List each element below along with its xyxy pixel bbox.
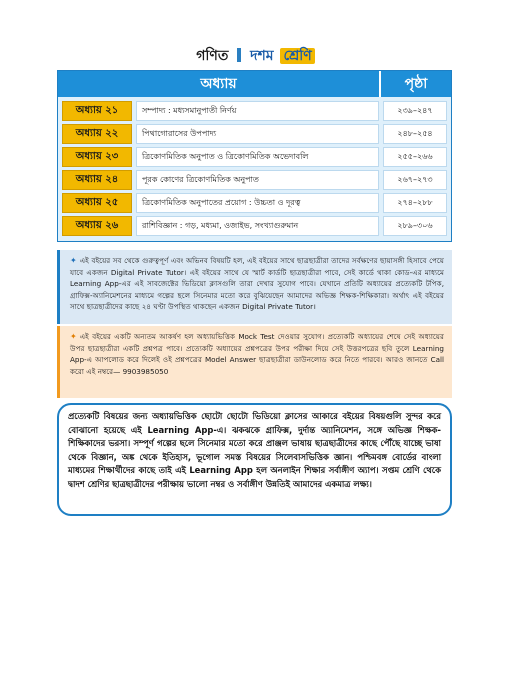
toc-body [58, 97, 451, 241]
toc-page-heading: পৃষ্ঠা [379, 71, 451, 97]
toc-row[interactable] [62, 170, 447, 190]
star-icon: ✦ [70, 332, 77, 341]
toc-row[interactable] [62, 101, 447, 121]
chapter-title: ত্রিকোণমিতিক অনুপাত ও ত্রিকোণমিতিক অভেদাবলি [136, 147, 379, 167]
chapter-number: অধ্যায় ২৬ [62, 216, 132, 236]
toc-row[interactable] [62, 124, 447, 144]
chapter-number: অধ্যায় ২৫ [62, 193, 132, 213]
chapter-title: সম্পাদ্য : মধ্যসমানুপাতী নির্ণয় [136, 101, 379, 121]
chapter-pages: ২৪৮–২৫৪ [383, 124, 447, 144]
chapter-title: ত্রিকোণমিতিক অনুপাতের প্রয়োগ : উচ্চতা ও দূরত্ব [136, 193, 379, 213]
subject-title: গণিত [196, 48, 229, 64]
mock-test-info [57, 326, 452, 398]
digital-tutor-info [57, 250, 452, 324]
learning-app-info [57, 403, 452, 516]
chapter-title: রাশিবিজ্ঞান : গড়, মধ্যমা, ওজাইভ, সংখ্যাগুরুমান [136, 216, 379, 236]
header-divider [237, 48, 241, 62]
learning-app-text: প্রত্যেকটি বিষয়ের জন্য অধ্যায়ভিত্তিক ছোটো ছোটো ভিডিয়ো ক্লাসের আকারে বইয়ের বিষয়গুলি সুন্দর করে বোঝানো হয়েছে এই Learning App-এ। ঝকঝকে গ্রাফিক্স, দুর্দান্ত অ্যানিমেশন, সঙ্গে অভিজ্ঞ শিক্ষক-শিক্ষিকাদের ভরসা। সম্পূর্ণ গল্পের ছলে সিনেমার মতো করে প্রাঞ্জল ভাষায় ছাত্রছাত্রীদের কাছে পৌঁছে যাচ্ছে ভাষা থেকে বিজ্ঞান, অঙ্ক থেকে ইতিহাস, ভূগোল সমস্ত বিষয়ের সিলেবাসভিত্তিক জ্ঞান। পশ্চিমবঙ্গ বোর্ডের বাংলা মাধ্যমের শিক্ষার্থীদের কাছে তাই এই Learning App হল অনলাইন শিক্ষার সর্বাঙ্গীণ অ্যাপ। সপ্তম শ্রেণি থেকে দ্বাদশ শ্রেণির ছাত্রছাত্রীদের পরীক্ষায় ভালো নম্বর ও সর্বাঙ্গীণ উন্নতিই আমাদের একমাত্র লক্ষ্য। [68, 411, 441, 489]
chapter-title: পিথাগোরাসের উপপাদ্য [136, 124, 379, 144]
toc-row[interactable] [62, 216, 447, 236]
chapter-pages: ২৭৪–২৮৮ [383, 193, 447, 213]
toc-row[interactable] [62, 147, 447, 167]
chapter-pages: ২৫৫–২৬৬ [383, 147, 447, 167]
class-word: দশম [250, 48, 274, 64]
toc-row[interactable] [62, 193, 447, 213]
chapter-pages: ২৩৯–২৪৭ [383, 101, 447, 121]
chapter-number: অধ্যায় ২১ [62, 101, 132, 121]
table-of-contents [57, 70, 452, 242]
class-badge: শ্রেণি [280, 48, 314, 64]
digital-tutor-text: এই বইয়ের সব থেকে গুরুত্বপূর্ণ এবং অভিনব বিষয়টি হল, এই বইয়ের সাথে ছাত্রছাত্রীরা তাদের সর্বক্ষণের ছায়াসঙ্গী হিসাবে পেয়ে যাবে একজন Digital Private Tutor। এই বইয়ের সাথে যে স্মার্ট কার্ডটি ছাত্রছাত্রীরা পাবে, সেই কার্ডে থাকা কোড-এর মাধ্যমে Learning App-এর এই সাবজেক্টের ভিডিয়ো ক্লাসগুলি তারা দেখার সুযোগ পাবে। যেখানে প্রতিটি অধ্যায়ের প্রত্যেকটি টপিক, গ্রাফিক্স-অ্যানিমেশনের মাধ্যমে গল্পের ছলে সিনেমার মতো করে বুঝিয়েছেন আমাদের অভিজ্ঞ শিক্ষক-শিক্ষিকারা। অর্থাৎ এই বইয়ের সাথে ছাত্রছাত্রীদের কাছে ২৪ ঘণ্টা উপস্থিত থাকছেন একজন Digital Private Tutor। [70, 256, 444, 311]
mock-test-text: এই বইয়ের একটি অন্যতম আকর্ষণ হল অধ্যায়ভিত্তিক Mock Test দেওয়ার সুযোগ। প্রত্যেকটি অধ্যায়ের শেষে সেই অধ্যায়ের উপর ছাত্রছাত্রীরা একটি প্রশ্নপত্র পাবে। প্রত্যেকটি অধ্যায়ের প্রশ্নপত্রের উপর পরীক্ষা দিয়ে সেই উত্তরপত্রের ছবি তুলে Learning App-এ আপলোড করে দিলেই ওই প্রশ্নপত্রের Model Answer ছাত্রছাত্রীরা ডাউনলোড করে নিতে পারবে। আরও জানতে Call করো এই নম্বরে— 9903985050 [70, 332, 444, 376]
chapter-number: অধ্যায় ২৪ [62, 170, 132, 190]
star-icon: ✦ [70, 256, 77, 265]
toc-header [58, 71, 451, 97]
chapter-pages: ২৮৯–৩০৬ [383, 216, 447, 236]
page-header [0, 44, 511, 68]
chapter-number: অধ্যায় ২৩ [62, 147, 132, 167]
toc-chapter-heading: অধ্যায় [58, 71, 379, 97]
chapter-title: পূরক কোণের ত্রিকোণমিতিক অনুপাত [136, 170, 379, 190]
chapter-pages: ২৬৭–২৭৩ [383, 170, 447, 190]
chapter-number: অধ্যায় ২২ [62, 124, 132, 144]
